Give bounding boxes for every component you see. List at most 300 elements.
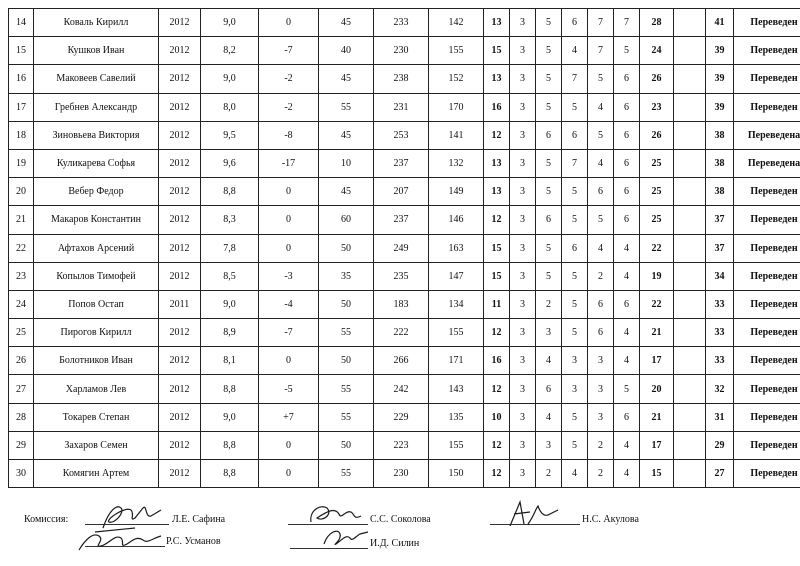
score-sum: 26	[640, 65, 674, 93]
score-value: 3	[510, 262, 536, 290]
score-value: 4	[614, 234, 640, 262]
table-row	[9, 178, 800, 206]
score-value: 4	[536, 403, 562, 431]
test-value: 8,3	[201, 206, 259, 234]
test-value: 146	[429, 206, 484, 234]
score-value: 4	[588, 93, 614, 121]
total-score: 29	[706, 431, 734, 459]
score-value: 7	[562, 65, 588, 93]
score-value: 3	[562, 347, 588, 375]
score-value: 6	[614, 93, 640, 121]
status-text: Переведен	[734, 9, 800, 37]
student-name: Токарев Степан	[34, 403, 159, 431]
test-value: 134	[429, 290, 484, 318]
score-value: 15	[484, 37, 510, 65]
score-value: 7	[614, 9, 640, 37]
score-value: 5	[562, 319, 588, 347]
score-value: 3	[510, 290, 536, 318]
score-value: 12	[484, 431, 510, 459]
score-value: 6	[536, 121, 562, 149]
test-value: 155	[429, 431, 484, 459]
test-value: 55	[319, 319, 374, 347]
student-name: Пирогов Кирилл	[34, 319, 159, 347]
score-value: 2	[536, 460, 562, 488]
commission-signatures	[0, 498, 800, 566]
status-text: Переведен	[734, 319, 800, 347]
test-value: -8	[259, 121, 319, 149]
score-value: 6	[588, 290, 614, 318]
birth-year: 2012	[159, 65, 201, 93]
score-value: 3	[562, 375, 588, 403]
score-value: 15	[484, 262, 510, 290]
score-value: 3	[510, 93, 536, 121]
table-row	[9, 121, 800, 149]
test-value: 9,6	[201, 149, 259, 177]
signature-silin	[320, 524, 370, 552]
empty-cell	[674, 290, 706, 318]
birth-year: 2012	[159, 178, 201, 206]
student-name: Захаров Семен	[34, 431, 159, 459]
commission-member: Р.С. Усманов	[166, 536, 221, 547]
status-text: Переведен	[734, 93, 800, 121]
total-score: 38	[706, 149, 734, 177]
empty-cell	[674, 403, 706, 431]
score-value: 16	[484, 93, 510, 121]
score-value: 3	[510, 375, 536, 403]
score-value: 5	[562, 290, 588, 318]
score-value: 12	[484, 375, 510, 403]
score-value: 2	[588, 431, 614, 459]
student-name: Копылов Тимофей	[34, 262, 159, 290]
total-score: 34	[706, 262, 734, 290]
test-value: 249	[374, 234, 429, 262]
score-value: 5	[536, 37, 562, 65]
test-value: 242	[374, 375, 429, 403]
row-number: 24	[9, 290, 34, 318]
score-sum: 25	[640, 178, 674, 206]
score-value: 5	[588, 206, 614, 234]
test-value: 50	[319, 290, 374, 318]
status-text: Переведена	[734, 121, 800, 149]
status-text: Переведен	[734, 206, 800, 234]
test-value: 55	[319, 375, 374, 403]
commission-member: И.Д. Силин	[370, 538, 420, 549]
row-number: 21	[9, 206, 34, 234]
table-row	[9, 319, 800, 347]
score-value: 13	[484, 65, 510, 93]
score-value: 6	[614, 403, 640, 431]
score-value: 3	[510, 9, 536, 37]
total-score: 41	[706, 9, 734, 37]
score-sum: 22	[640, 234, 674, 262]
score-value: 3	[510, 460, 536, 488]
score-value: 6	[562, 9, 588, 37]
score-value: 5	[536, 262, 562, 290]
score-sum: 21	[640, 319, 674, 347]
empty-cell	[674, 375, 706, 403]
test-value: +7	[259, 403, 319, 431]
score-value: 12	[484, 460, 510, 488]
empty-cell	[674, 149, 706, 177]
score-value: 3	[588, 403, 614, 431]
test-value: 222	[374, 319, 429, 347]
score-value: 5	[614, 37, 640, 65]
table-row	[9, 262, 800, 290]
student-name: Маковеев Савелий	[34, 65, 159, 93]
score-value: 3	[510, 65, 536, 93]
test-value: -17	[259, 149, 319, 177]
table-row	[9, 93, 800, 121]
row-number: 17	[9, 93, 34, 121]
test-value: 8,9	[201, 319, 259, 347]
test-value: -7	[259, 37, 319, 65]
birth-year: 2012	[159, 93, 201, 121]
score-value: 4	[614, 460, 640, 488]
empty-cell	[674, 262, 706, 290]
test-value: 40	[319, 37, 374, 65]
score-value: 13	[484, 149, 510, 177]
score-value: 12	[484, 206, 510, 234]
score-value: 13	[484, 9, 510, 37]
test-value: 230	[374, 460, 429, 488]
commission-member: С.С. Соколова	[370, 514, 431, 525]
score-value: 3	[510, 149, 536, 177]
total-score: 37	[706, 206, 734, 234]
score-value: 3	[510, 319, 536, 347]
test-value: 9,0	[201, 403, 259, 431]
test-value: 10	[319, 149, 374, 177]
test-value: 147	[429, 262, 484, 290]
commission-member: Н.С. Акулова	[582, 514, 639, 525]
student-name: Зиновьева Виктория	[34, 121, 159, 149]
test-value: 45	[319, 178, 374, 206]
test-value: 60	[319, 206, 374, 234]
student-name: Макаров Константин	[34, 206, 159, 234]
birth-year: 2012	[159, 403, 201, 431]
score-value: 4	[614, 431, 640, 459]
score-value: 12	[484, 121, 510, 149]
score-value: 5	[536, 178, 562, 206]
test-value: 231	[374, 93, 429, 121]
score-value: 4	[614, 319, 640, 347]
test-value: 50	[319, 431, 374, 459]
commission-member: Л.Е. Сафина	[172, 514, 226, 525]
score-value: 6	[614, 206, 640, 234]
test-value: 35	[319, 262, 374, 290]
signature-akulova	[500, 498, 560, 528]
table-row	[9, 403, 800, 431]
score-value: 5	[588, 65, 614, 93]
empty-cell	[674, 431, 706, 459]
score-value: 3	[510, 403, 536, 431]
empty-cell	[674, 206, 706, 234]
score-value: 4	[614, 347, 640, 375]
student-name: Вебер Федор	[34, 178, 159, 206]
row-number: 14	[9, 9, 34, 37]
row-number: 20	[9, 178, 34, 206]
test-value: 237	[374, 149, 429, 177]
score-value: 7	[588, 37, 614, 65]
student-name: Попов Остап	[34, 290, 159, 318]
row-number: 30	[9, 460, 34, 488]
test-value: 132	[429, 149, 484, 177]
test-value: 230	[374, 37, 429, 65]
score-value: 6	[614, 149, 640, 177]
score-value: 2	[588, 460, 614, 488]
score-sum: 23	[640, 93, 674, 121]
row-number: 15	[9, 37, 34, 65]
table-row	[9, 206, 800, 234]
score-value: 4	[562, 460, 588, 488]
empty-cell	[674, 37, 706, 65]
test-value: 0	[259, 460, 319, 488]
test-value: 7,8	[201, 234, 259, 262]
score-value: 5	[588, 121, 614, 149]
score-value: 4	[536, 347, 562, 375]
birth-year: 2012	[159, 37, 201, 65]
score-value: 3	[536, 431, 562, 459]
score-sum: 28	[640, 9, 674, 37]
birth-year: 2012	[159, 347, 201, 375]
test-value: 8,8	[201, 178, 259, 206]
table-row	[9, 9, 800, 37]
test-value: 135	[429, 403, 484, 431]
test-value: 229	[374, 403, 429, 431]
test-value: 207	[374, 178, 429, 206]
test-value: 0	[259, 206, 319, 234]
score-value: 6	[614, 290, 640, 318]
table-row	[9, 149, 800, 177]
test-value: 253	[374, 121, 429, 149]
empty-cell	[674, 234, 706, 262]
status-text: Переведен	[734, 347, 800, 375]
test-value: 9,0	[201, 65, 259, 93]
total-score: 32	[706, 375, 734, 403]
row-number: 25	[9, 319, 34, 347]
birth-year: 2011	[159, 290, 201, 318]
score-sum: 25	[640, 206, 674, 234]
test-value: 149	[429, 178, 484, 206]
score-sum: 17	[640, 347, 674, 375]
birth-year: 2012	[159, 9, 201, 37]
test-value: 143	[429, 375, 484, 403]
student-name: Гребнев Александр	[34, 93, 159, 121]
test-value: 223	[374, 431, 429, 459]
status-text: Переведена	[734, 149, 800, 177]
score-value: 6	[536, 375, 562, 403]
score-value: 6	[562, 234, 588, 262]
birth-year: 2012	[159, 375, 201, 403]
test-value: 155	[429, 319, 484, 347]
test-value: 8,8	[201, 431, 259, 459]
test-value: 50	[319, 234, 374, 262]
score-sum: 26	[640, 121, 674, 149]
score-value: 11	[484, 290, 510, 318]
test-value: -2	[259, 65, 319, 93]
score-value: 7	[562, 149, 588, 177]
score-value: 6	[614, 65, 640, 93]
total-score: 27	[706, 460, 734, 488]
row-number: 27	[9, 375, 34, 403]
test-value: 171	[429, 347, 484, 375]
test-value: 8,2	[201, 37, 259, 65]
test-value: 8,8	[201, 460, 259, 488]
score-value: 5	[536, 93, 562, 121]
test-value: -7	[259, 319, 319, 347]
total-score: 39	[706, 65, 734, 93]
test-value: 9,0	[201, 290, 259, 318]
table-row	[9, 65, 800, 93]
test-value: 0	[259, 347, 319, 375]
total-score: 33	[706, 347, 734, 375]
score-value: 16	[484, 347, 510, 375]
birth-year: 2012	[159, 206, 201, 234]
score-value: 6	[536, 206, 562, 234]
score-value: 5	[562, 206, 588, 234]
test-value: 150	[429, 460, 484, 488]
table-row	[9, 347, 800, 375]
score-sum: 17	[640, 431, 674, 459]
row-number: 23	[9, 262, 34, 290]
student-name: Куликарева Софья	[34, 149, 159, 177]
test-value: 235	[374, 262, 429, 290]
empty-cell	[674, 121, 706, 149]
status-text: Переведен	[734, 65, 800, 93]
test-value: 0	[259, 9, 319, 37]
test-value: 45	[319, 121, 374, 149]
status-text: Переведен	[734, 375, 800, 403]
score-value: 6	[614, 121, 640, 149]
score-sum: 22	[640, 290, 674, 318]
test-value: 9,0	[201, 9, 259, 37]
test-value: 238	[374, 65, 429, 93]
test-value: 55	[319, 460, 374, 488]
total-score: 33	[706, 319, 734, 347]
test-value: 8,0	[201, 93, 259, 121]
total-score: 38	[706, 178, 734, 206]
row-number: 22	[9, 234, 34, 262]
score-sum: 20	[640, 375, 674, 403]
status-text: Переведен	[734, 37, 800, 65]
table-row	[9, 234, 800, 262]
score-sum: 25	[640, 149, 674, 177]
student-name: Комягин Артем	[34, 460, 159, 488]
score-value: 6	[588, 178, 614, 206]
birth-year: 2012	[159, 319, 201, 347]
status-text: Переведен	[734, 290, 800, 318]
score-value: 4	[588, 149, 614, 177]
birth-year: 2012	[159, 149, 201, 177]
test-value: -4	[259, 290, 319, 318]
empty-cell	[674, 347, 706, 375]
score-value: 6	[562, 121, 588, 149]
status-text: Переведен	[734, 460, 800, 488]
test-value: 0	[259, 178, 319, 206]
test-value: 45	[319, 65, 374, 93]
table-row	[9, 431, 800, 459]
row-number: 19	[9, 149, 34, 177]
results-table	[8, 8, 800, 488]
total-score: 37	[706, 234, 734, 262]
score-value: 3	[536, 319, 562, 347]
row-number: 28	[9, 403, 34, 431]
score-value: 2	[588, 262, 614, 290]
test-value: 0	[259, 234, 319, 262]
test-value: 45	[319, 9, 374, 37]
score-value: 7	[588, 9, 614, 37]
test-value: 50	[319, 347, 374, 375]
signature-usmanov	[75, 526, 165, 554]
test-value: 155	[429, 37, 484, 65]
student-name: Кушков Иван	[34, 37, 159, 65]
test-value: 233	[374, 9, 429, 37]
birth-year: 2012	[159, 121, 201, 149]
score-value: 10	[484, 403, 510, 431]
score-value: 4	[588, 234, 614, 262]
test-value: 142	[429, 9, 484, 37]
score-sum: 19	[640, 262, 674, 290]
row-number: 16	[9, 65, 34, 93]
score-value: 3	[510, 37, 536, 65]
birth-year: 2012	[159, 431, 201, 459]
score-value: 5	[536, 9, 562, 37]
score-value: 5	[536, 65, 562, 93]
score-value: 5	[614, 375, 640, 403]
student-name: Афтахов Арсений	[34, 234, 159, 262]
score-sum: 21	[640, 403, 674, 431]
total-score: 39	[706, 37, 734, 65]
test-value: 163	[429, 234, 484, 262]
row-number: 18	[9, 121, 34, 149]
test-value: 141	[429, 121, 484, 149]
empty-cell	[674, 93, 706, 121]
status-text: Переведен	[734, 178, 800, 206]
score-value: 3	[510, 431, 536, 459]
score-value: 3	[510, 178, 536, 206]
test-value: 152	[429, 65, 484, 93]
test-value: 170	[429, 93, 484, 121]
status-text: Переведен	[734, 431, 800, 459]
total-score: 39	[706, 93, 734, 121]
score-value: 3	[510, 347, 536, 375]
empty-cell	[674, 9, 706, 37]
student-name: Коваль Кирилл	[34, 9, 159, 37]
score-value: 5	[562, 431, 588, 459]
test-value: 8,5	[201, 262, 259, 290]
birth-year: 2012	[159, 262, 201, 290]
score-value: 3	[510, 234, 536, 262]
table-row	[9, 460, 800, 488]
total-score: 38	[706, 121, 734, 149]
test-value: 9,5	[201, 121, 259, 149]
score-value: 6	[614, 178, 640, 206]
test-value: 266	[374, 347, 429, 375]
row-number: 26	[9, 347, 34, 375]
row-number: 29	[9, 431, 34, 459]
table-row	[9, 290, 800, 318]
birth-year: 2012	[159, 460, 201, 488]
test-value: -3	[259, 262, 319, 290]
test-value: 8,8	[201, 375, 259, 403]
student-name: Болотников Иван	[34, 347, 159, 375]
test-value: 183	[374, 290, 429, 318]
score-value: 5	[536, 149, 562, 177]
total-score: 31	[706, 403, 734, 431]
test-value: 8,1	[201, 347, 259, 375]
score-value: 6	[588, 319, 614, 347]
score-value: 4	[614, 262, 640, 290]
test-value: 0	[259, 431, 319, 459]
